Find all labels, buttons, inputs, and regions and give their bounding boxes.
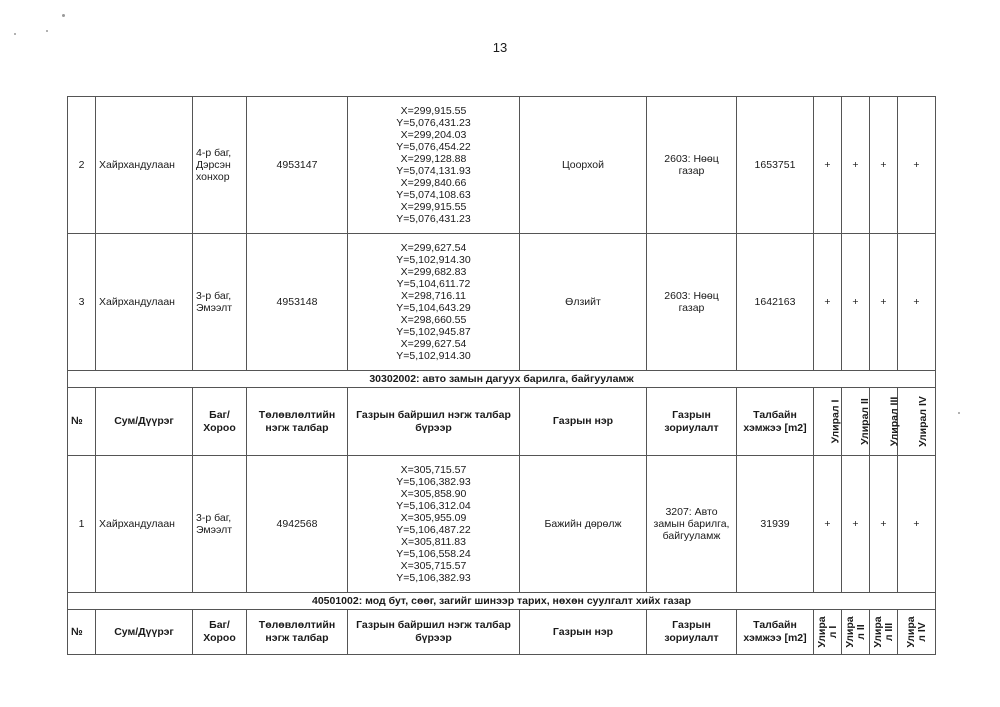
col-land-name-header: Газрын нэр	[520, 610, 647, 655]
area-cell: 1642163	[737, 234, 814, 371]
quarter-3-cell: +	[870, 97, 898, 234]
col-area-header: Талбайн хэмжээ [m2]	[737, 388, 814, 456]
col-area-header: Талбайн хэмжээ [m2]	[737, 610, 814, 655]
col-location-header: Газрын байршил нэгж талбар бүрээр	[348, 388, 520, 456]
coordinate: X=299,840.66	[400, 177, 467, 189]
coordinate: Y=5,074,131.93	[396, 165, 471, 177]
coordinate: X=305,955.09	[400, 512, 467, 524]
quarter-3-cell: +	[870, 234, 898, 371]
quarter-4-cell: +	[898, 97, 936, 234]
bag-cell: 3-р баг, Эмээлт	[193, 456, 247, 593]
coordinate: Y=5,074,108.63	[396, 189, 471, 201]
row-number: 3	[68, 234, 96, 371]
col-quarter-2-header	[842, 610, 870, 655]
quarter-1-cell: +	[814, 97, 842, 234]
row-number: 2	[68, 97, 96, 234]
coordinate: Y=5,076,431.23	[396, 213, 471, 225]
coordinate: X=299,128.88	[400, 153, 467, 165]
col-quarter-2-header	[842, 388, 870, 456]
land-name-cell: Өлзийт	[520, 234, 647, 371]
quarter-label: Улирал III	[888, 396, 901, 447]
coordinate: X=305,715.57	[400, 560, 467, 572]
section-heading: 40501002: мод бут, сөөг, загийг шинээр тарих, нөхөн суулгалт хийх газар	[68, 593, 936, 610]
col-number-header: №	[68, 388, 96, 456]
bag-cell: 3-р баг, Эмээлт	[193, 234, 247, 371]
table-row	[68, 234, 936, 371]
col-quarter-3-header	[870, 610, 898, 655]
header-row	[68, 610, 936, 655]
quarter-label: Улира л IV	[904, 616, 928, 648]
quarter-label: Улира л III	[871, 616, 895, 648]
quarter-1-cell: +	[814, 456, 842, 593]
coordinate: Y=5,106,382.93	[396, 572, 471, 584]
bag-cell: 4-р баг, Дэрсэн хонхор	[193, 97, 247, 234]
land-register-table	[67, 96, 936, 655]
land-name-cell: Бажийн дөрөлж	[520, 456, 647, 593]
coordinate: X=305,811.83	[401, 536, 466, 548]
quarter-2-cell: +	[842, 456, 870, 593]
col-sum-header: Сум/Дүүрэг	[96, 610, 193, 655]
col-sum-header: Сум/Дүүрэг	[96, 388, 193, 456]
col-plan-area-header: Төлөвлөлтийн нэгж талбар	[247, 388, 348, 456]
header-row	[68, 388, 936, 456]
coordinate: X=298,716.11	[401, 290, 466, 302]
coordinate: X=299,682.83	[400, 266, 467, 278]
quarter-label: Улирал IV	[916, 396, 929, 447]
col-quarter-1-header	[814, 388, 842, 456]
col-plan-area-header: Төлөвлөлтийн нэгж талбар	[247, 610, 348, 655]
quarter-4-cell: +	[898, 456, 936, 593]
table-row	[68, 456, 936, 593]
quarter-2-cell: +	[842, 97, 870, 234]
coordinate: Y=5,106,487.22	[396, 524, 471, 536]
scan-speck	[958, 412, 960, 414]
scan-speck	[62, 14, 65, 17]
coordinate: X=299,627.54	[400, 338, 467, 350]
section-heading-row	[68, 593, 936, 610]
plan-area-cell: 4942568	[247, 456, 348, 593]
coordinate: Y=5,076,454.22	[396, 141, 471, 153]
coordinates-cell	[348, 456, 520, 593]
scan-speck	[14, 33, 16, 35]
coordinate: X=305,715.57	[400, 464, 467, 476]
scan-speck	[46, 30, 48, 32]
area-cell: 1653751	[737, 97, 814, 234]
coordinate: X=299,627.54	[400, 242, 467, 254]
col-quarter-1-header	[814, 610, 842, 655]
col-purpose-header: Газрын зориулалт	[647, 610, 737, 655]
quarter-label: Улира л II	[843, 616, 867, 648]
coordinate: Y=5,102,914.30	[396, 350, 471, 362]
coordinate: X=299,915.55	[400, 201, 467, 213]
quarter-2-cell: +	[842, 234, 870, 371]
quarter-3-cell: +	[870, 456, 898, 593]
area-cell: 31939	[737, 456, 814, 593]
page-number: 13	[492, 40, 508, 55]
coordinate: Y=5,102,945.87	[396, 326, 471, 338]
table-row	[68, 97, 936, 234]
quarter-label: Улира л I	[815, 616, 839, 648]
purpose-cell: 2603: Нөөц газар	[647, 234, 737, 371]
col-land-name-header: Газрын нэр	[520, 388, 647, 456]
section-heading-row	[68, 371, 936, 388]
quarter-4-cell: +	[898, 234, 936, 371]
coordinate: Y=5,102,914.30	[396, 254, 471, 266]
quarter-label: Улирал I	[829, 399, 842, 444]
coordinate: Y=5,076,431.23	[396, 117, 471, 129]
sum-cell: Хайрхандулаан	[96, 97, 193, 234]
land-name-cell: Цоорхой	[520, 97, 647, 234]
plan-area-cell: 4953148	[247, 234, 348, 371]
sum-cell: Хайрхандулаан	[96, 456, 193, 593]
row-number: 1	[68, 456, 96, 593]
plan-area-cell: 4953147	[247, 97, 348, 234]
section-heading: 30302002: авто замын дагуух барилга, байгууламж	[68, 371, 936, 388]
coordinate: X=298,660.55	[400, 314, 467, 326]
coordinate: X=299,204.03	[400, 129, 467, 141]
col-number-header: №	[68, 610, 96, 655]
col-purpose-header: Газрын зориулалт	[647, 388, 737, 456]
coordinate: Y=5,106,558.24	[396, 548, 471, 560]
coordinate: X=305,858.90	[400, 488, 467, 500]
coordinate: Y=5,106,312.04	[396, 500, 471, 512]
quarter-1-cell: +	[814, 234, 842, 371]
col-location-header: Газрын байршил нэгж талбар бүрээр	[348, 610, 520, 655]
coordinates-cell	[348, 97, 520, 234]
sum-cell: Хайрхандулаан	[96, 234, 193, 371]
col-bag-header: Баг/ Хороо	[193, 388, 247, 456]
col-quarter-4-header	[898, 610, 936, 655]
col-bag-header: Баг/ Хороо	[193, 610, 247, 655]
quarter-label: Улирал II	[858, 398, 871, 445]
purpose-cell: 2603: Нөөц газар	[647, 97, 737, 234]
purpose-cell: 3207: Авто замын барилга, байгууламж	[647, 456, 737, 593]
coordinate: Y=5,104,643.29	[396, 302, 471, 314]
coordinates-cell	[348, 234, 520, 371]
coordinate: Y=5,106,382.93	[396, 476, 471, 488]
coordinate: X=299,915.55	[400, 105, 467, 117]
col-quarter-3-header	[870, 388, 901, 456]
coordinate: Y=5,104,611.72	[396, 278, 471, 290]
col-quarter-4-header	[898, 388, 936, 456]
